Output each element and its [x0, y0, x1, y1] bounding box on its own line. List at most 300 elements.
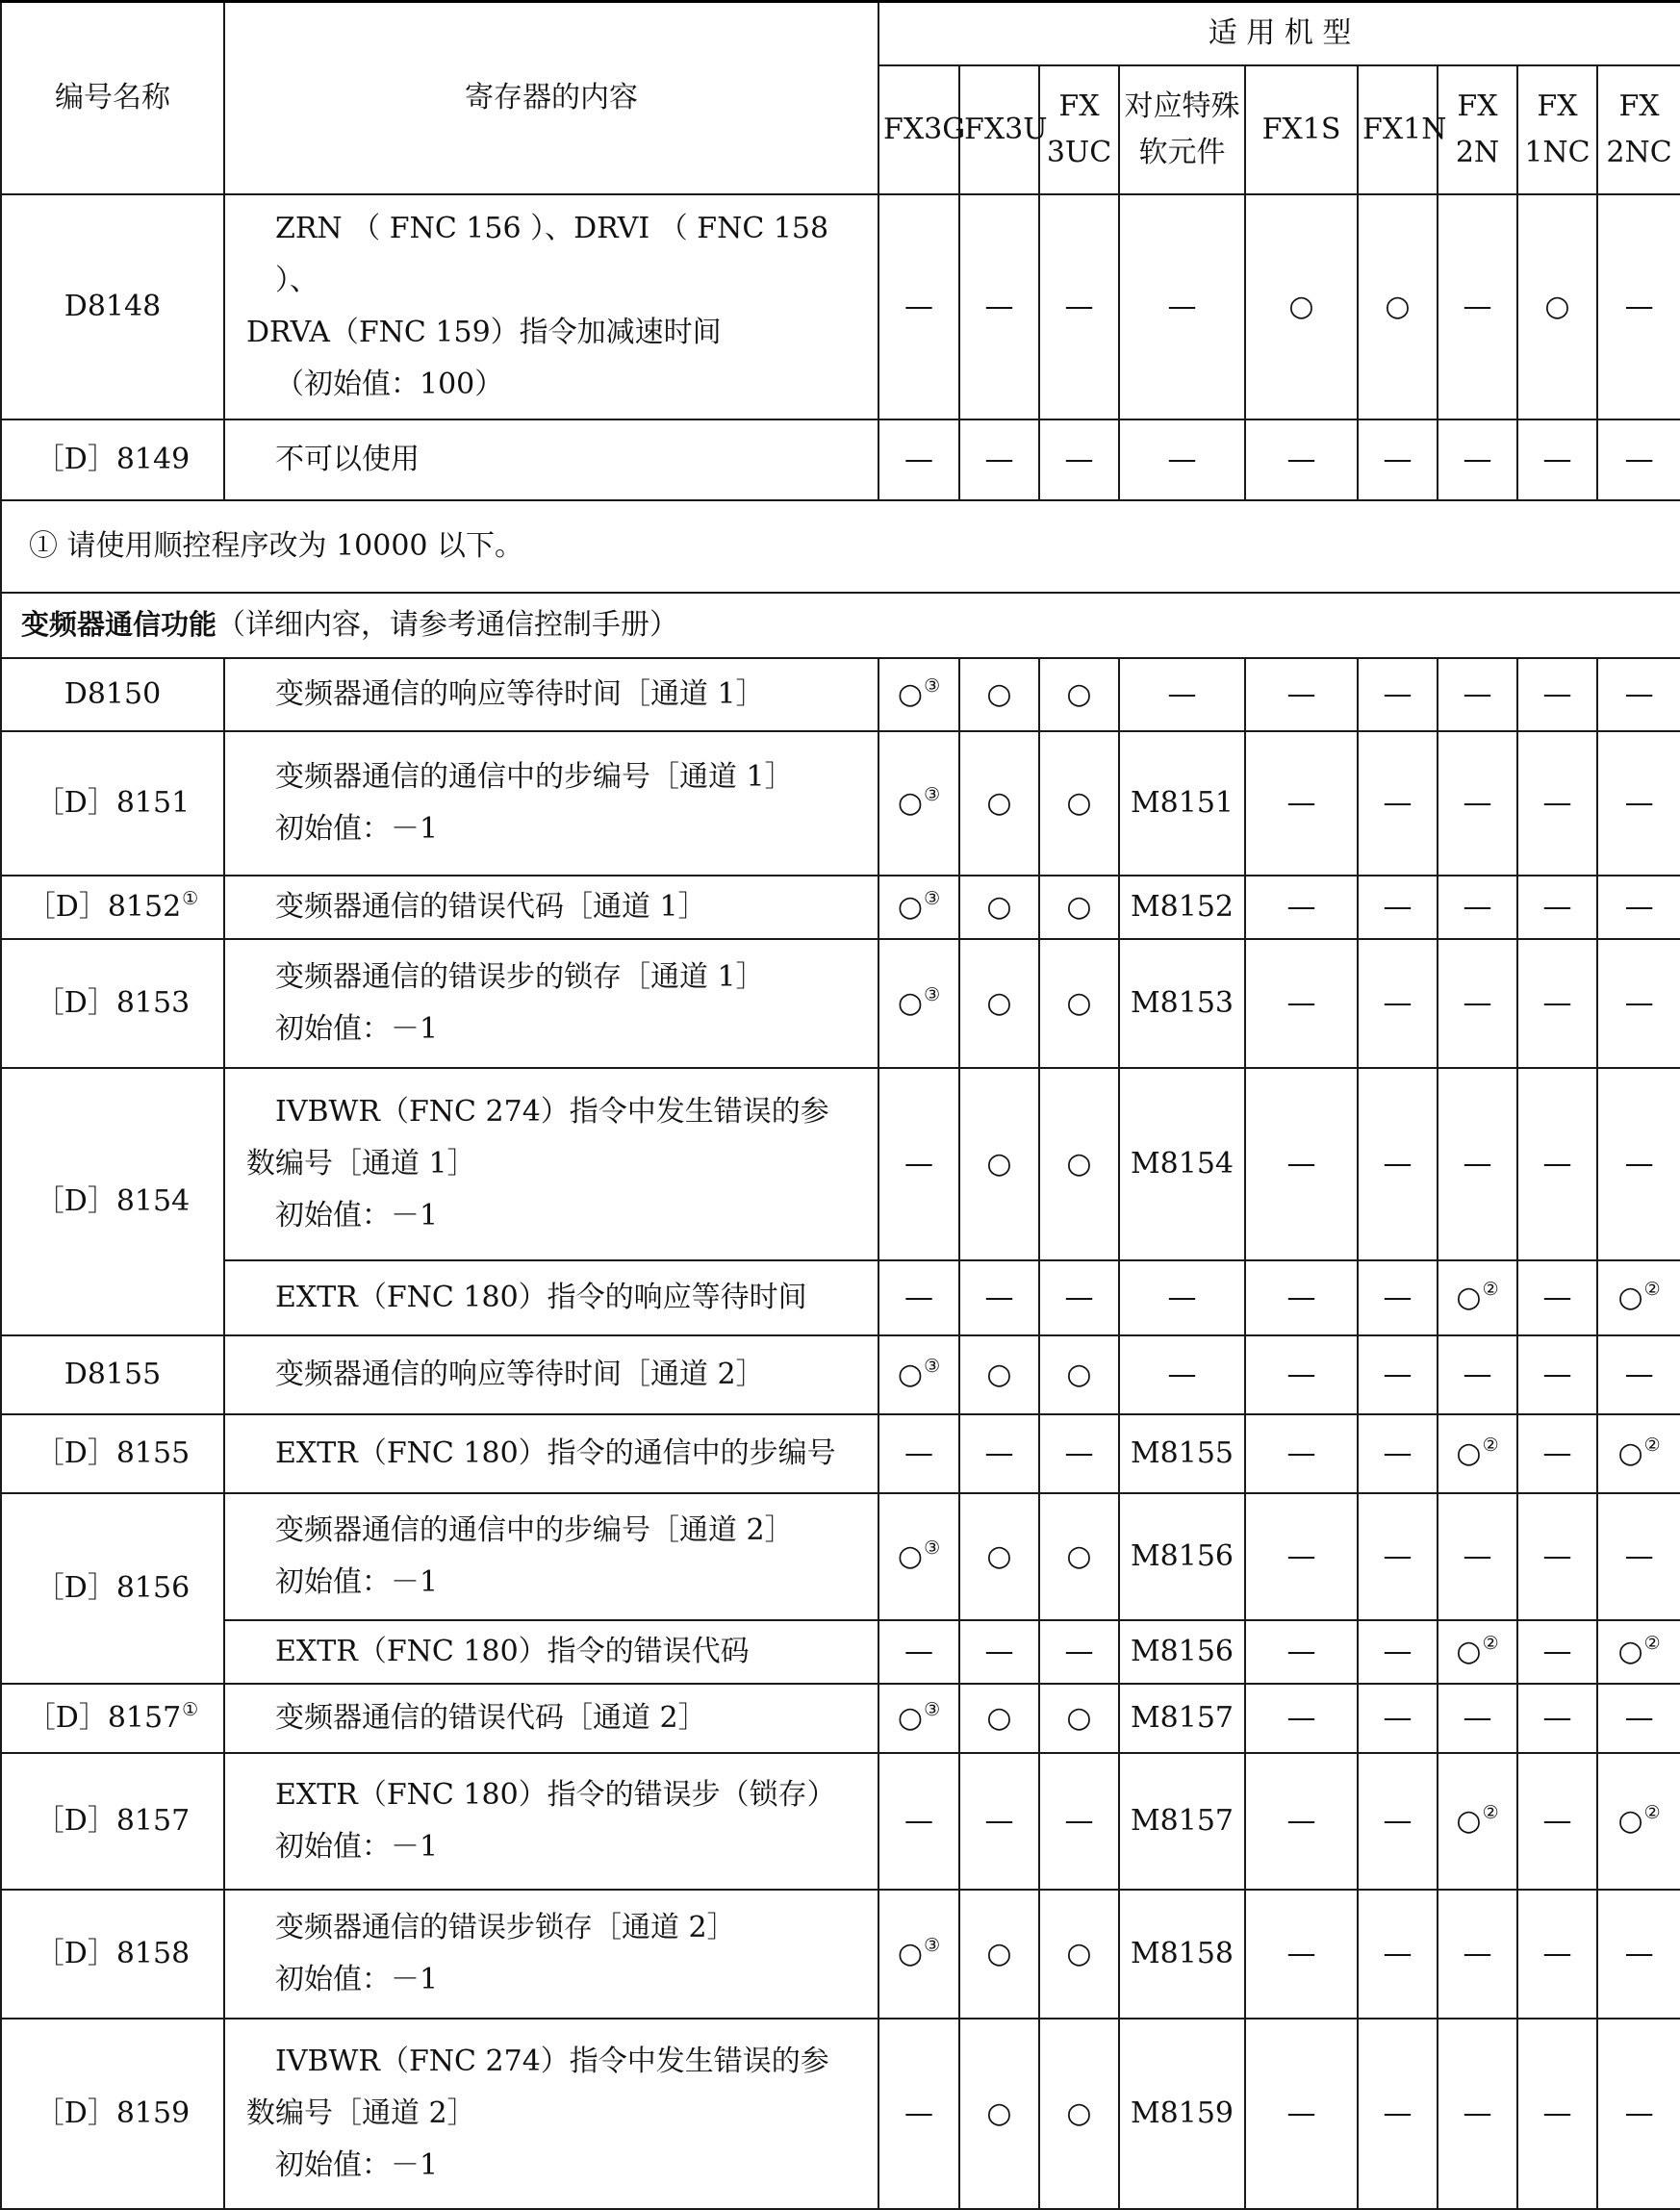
model-cell-value: —: [1064, 1280, 1094, 1314]
section-note: （详细内容，请参考通信控制手册）: [216, 607, 679, 642]
header-model-line2: 3UC: [1046, 135, 1112, 169]
model-cell-value: —: [1542, 985, 1572, 1020]
description-line: 初始值：－1: [275, 1829, 439, 1864]
register-code-text: ［D］8149: [35, 442, 191, 476]
model-cell-value: —: [1286, 1634, 1316, 1668]
model-cell: [1597, 731, 1680, 876]
table-row: [1, 876, 1680, 939]
model-cell-value: —: [1463, 985, 1492, 1020]
model-cell: [1119, 939, 1245, 1068]
model-cell-value: —: [1624, 985, 1654, 1020]
model-cell: [959, 194, 1039, 419]
model-cell-value: ○: [986, 676, 1012, 711]
model-cell-value: —: [1383, 442, 1413, 476]
model-cell-value: —: [984, 442, 1014, 476]
model-cell: [959, 1684, 1039, 1753]
register-code: [1, 1414, 224, 1493]
footnote-mark: ③: [924, 783, 941, 805]
model-cell: [1597, 1335, 1680, 1414]
header-model-line1: FX1S: [1261, 112, 1341, 146]
register-description: [224, 1335, 878, 1414]
register-description: [224, 1753, 878, 1890]
table-row: [1, 1493, 1680, 1620]
register-description: [224, 194, 878, 419]
model-cell: [878, 1753, 959, 1890]
model-cell-value: —: [1463, 289, 1492, 323]
register-code-text: ［D］8159: [35, 2096, 191, 2130]
model-cell-value: —: [1383, 889, 1413, 924]
header-code: 编号名称: [1, 2, 224, 194]
model-cell-value: —: [1383, 1538, 1413, 1573]
model-cell: [959, 1890, 1039, 2019]
model-cell-value: ○: [986, 1146, 1012, 1181]
model-cell-value: —: [984, 1280, 1014, 1314]
model-cell: [878, 1620, 959, 1684]
table-row: [1, 1753, 1680, 1890]
model-cell-value: ○: [1066, 1538, 1092, 1573]
register-code: [1, 1068, 224, 1335]
model-cell: [1597, 1890, 1680, 2019]
model-cell: [1517, 731, 1597, 876]
table-row: [1, 1414, 1680, 1493]
model-cell: [1358, 939, 1438, 1068]
model-cell: [1039, 1620, 1119, 1684]
model-cell: [1119, 1684, 1245, 1753]
model-cell-value: M8159: [1130, 2096, 1235, 2130]
model-cell-value: M8158: [1130, 1936, 1235, 1970]
model-cell: [1119, 731, 1245, 876]
model-cell-value: —: [1542, 1538, 1572, 1573]
model-cell: [959, 1414, 1039, 1493]
model-cell: [1119, 1493, 1245, 1620]
model-cell-value: —: [1624, 1357, 1654, 1391]
register-description: [224, 1890, 878, 2019]
model-cell-value: —: [1463, 1936, 1492, 1970]
model-cell-value: —: [1167, 289, 1197, 323]
model-cell-value: —: [904, 1280, 933, 1314]
model-cell-value: —: [1463, 785, 1492, 820]
description-line: ZRN （ FNC 156 ）、DRVI （ FNC 158 ）、: [275, 211, 829, 297]
model-cell: [1597, 2019, 1680, 2209]
model-cell-value: —: [904, 289, 933, 323]
model-cell-value: ○: [1066, 676, 1092, 711]
model-cell: [1597, 1684, 1680, 1753]
model-cell: [1119, 1335, 1245, 1414]
model-cell-value: —: [1383, 1280, 1413, 1314]
model-cell: [878, 939, 959, 1068]
model-cell-value: —: [984, 1803, 1014, 1838]
model-cell-value: ○: [1066, 2096, 1092, 2130]
model-cell-value: ○: [1385, 289, 1411, 323]
register-code: [1, 2019, 224, 2209]
register-code: [1, 419, 224, 500]
model-cell: [1517, 194, 1597, 419]
description-line: EXTR（FNC 180）指令的错误代码: [275, 1634, 750, 1668]
model-cell: [1438, 1890, 1517, 2019]
table-row: [1, 2019, 1680, 2209]
model-cell: [1438, 1620, 1517, 1684]
model-cell-value: ○: [1456, 1280, 1482, 1314]
table-row: [1, 1684, 1680, 1753]
model-cell-value: ○: [986, 985, 1012, 1020]
description-line: 数编号［通道 1］: [246, 1146, 476, 1181]
description-line: 初始值：－1: [275, 1962, 439, 1996]
model-cell: [878, 876, 959, 939]
model-cell-value: ○: [1617, 1803, 1643, 1838]
description-line: EXTR（FNC 180）指令的错误步（锁存）: [275, 1777, 836, 1812]
model-cell: [1039, 1068, 1119, 1260]
model-cell: [1245, 1335, 1358, 1414]
model-cell-value: —: [1286, 676, 1316, 711]
model-cell-value: —: [1383, 1700, 1413, 1735]
table-row: [1, 194, 1680, 419]
register-description: [224, 939, 878, 1068]
model-cell-value: ○: [1066, 1936, 1092, 1970]
model-cell-value: —: [1286, 1803, 1316, 1838]
table-row: [1, 1620, 1680, 1684]
footnote-mark: ②: [1643, 1632, 1661, 1654]
model-cell: [1597, 1260, 1680, 1335]
model-cell: [1245, 1684, 1358, 1753]
model-cell-value: —: [1383, 1634, 1413, 1668]
model-cell: [1438, 1414, 1517, 1493]
model-cell: [1358, 1753, 1438, 1890]
model-cell-value: M8157: [1130, 1803, 1235, 1838]
description-line: 初始值：－1: [275, 1564, 439, 1599]
model-cell: [1245, 1620, 1358, 1684]
model-cell: [1358, 1068, 1438, 1260]
description-line: EXTR（FNC 180）指令的通信中的步编号: [275, 1435, 836, 1470]
model-cell-value: ○: [986, 889, 1012, 924]
model-cell: [878, 1414, 959, 1493]
footnote-mark: ③: [924, 674, 941, 697]
model-cell-value: —: [1286, 1538, 1316, 1573]
model-cell-value: —: [1542, 2096, 1572, 2130]
model-cell-value: —: [1463, 676, 1492, 711]
table-row: [1, 658, 1680, 731]
model-cell-value: —: [1624, 1936, 1654, 1970]
register-code: [1, 939, 224, 1068]
model-cell: [959, 419, 1039, 500]
model-cell-value: ○: [986, 1936, 1012, 1970]
model-cell-value: ○: [986, 1357, 1012, 1391]
model-cell-value: —: [1624, 676, 1654, 711]
footnote-mark: ③: [924, 1698, 941, 1720]
description-line: 变频器通信的错误代码［通道 2］: [275, 1700, 707, 1735]
register-code: [1, 1890, 224, 2019]
model-cell-value: —: [1383, 676, 1413, 711]
model-cell: [878, 1684, 959, 1753]
model-cell-value: —: [984, 1435, 1014, 1470]
footnote-mark: ②: [1643, 1278, 1661, 1300]
model-cell-value: ○: [1617, 1280, 1643, 1314]
model-cell: [1517, 419, 1597, 500]
model-cell-value: —: [1167, 1280, 1197, 1314]
model-cell-value: —: [1383, 2096, 1413, 2130]
model-cell: [1245, 1493, 1358, 1620]
description-line: IVBWR（FNC 274）指令中发生错误的参: [275, 2044, 829, 2078]
model-cell-value: —: [904, 1435, 933, 1470]
header-content: 寄存器的内容: [224, 2, 878, 194]
model-cell-value: ○: [1617, 1634, 1643, 1668]
model-cell-value: ○: [1066, 1357, 1092, 1391]
model-cell-value: ○: [1066, 985, 1092, 1020]
model-cell: [959, 1068, 1039, 1260]
description-line: 变频器通信的响应等待时间［通道 1］: [275, 676, 765, 711]
model-cell: [1119, 419, 1245, 500]
model-cell-value: ○: [1544, 289, 1570, 323]
model-cell: [1119, 876, 1245, 939]
model-cell: [1358, 194, 1438, 419]
model-cell: [1039, 1890, 1119, 2019]
table-row: [1, 593, 1680, 658]
table-row: [1, 1335, 1680, 1414]
model-cell: [1438, 1335, 1517, 1414]
model-cell-value: —: [1286, 2096, 1316, 2130]
model-cell: [1245, 1414, 1358, 1493]
model-cell-value: —: [1463, 889, 1492, 924]
footnote-mark: ③: [924, 1537, 941, 1559]
table-row: [1, 1260, 1680, 1335]
header-model-line1: 对应特殊: [1124, 89, 1240, 123]
description-line: 变频器通信的通信中的步编号［通道 1］: [275, 759, 794, 794]
register-description: [224, 1493, 878, 1620]
model-cell-value: —: [1463, 1357, 1492, 1391]
model-cell-value: —: [1383, 1357, 1413, 1391]
description-line: IVBWR（FNC 274）指令中发生错误的参: [275, 1094, 829, 1129]
model-cell: [1119, 194, 1245, 419]
model-cell-value: —: [1542, 1700, 1572, 1735]
model-cell: [1517, 658, 1597, 731]
footnote-mark: ②: [1482, 1434, 1499, 1456]
model-cell: [1438, 731, 1517, 876]
model-cell: [1517, 1753, 1597, 1890]
model-cell-value: M8156: [1130, 1538, 1235, 1573]
model-cell-value: —: [1542, 1146, 1572, 1181]
model-cell-value: —: [1286, 1936, 1316, 1970]
model-cell: [878, 658, 959, 731]
model-cell: [1438, 939, 1517, 1068]
model-cell-value: —: [1463, 1146, 1492, 1181]
footnote-mark: ③: [924, 1355, 941, 1377]
model-cell-value: ○: [1617, 1435, 1643, 1470]
model-cell: [1039, 419, 1119, 500]
model-cell-value: —: [1167, 676, 1197, 711]
model-cell: [1119, 2019, 1245, 2209]
model-cell: [1438, 2019, 1517, 2209]
model-cell-value: —: [1286, 1700, 1316, 1735]
model-cell: [1597, 194, 1680, 419]
register-code-text: ［D］8152: [26, 889, 182, 924]
model-cell: [959, 1260, 1039, 1335]
header-model-line1: FX: [1058, 89, 1100, 123]
header-model-line1: FX: [1457, 89, 1498, 123]
model-cell: [1039, 876, 1119, 939]
model-cell: [1517, 1260, 1597, 1335]
register-code-text: ［D］8157: [26, 1700, 182, 1735]
model-cell-value: —: [1167, 1357, 1197, 1391]
register-code: [1, 731, 224, 876]
register-code-text: D8155: [64, 1357, 162, 1391]
header-model-line2: 软元件: [1138, 135, 1226, 169]
model-cell-value: —: [904, 1634, 933, 1668]
model-cell-value: —: [1167, 442, 1197, 476]
register-code: [1, 1335, 224, 1414]
model-cell: [1438, 419, 1517, 500]
model-cell: [878, 1890, 959, 2019]
model-cell: [1358, 419, 1438, 500]
model-cell: [878, 419, 959, 500]
model-cell: [959, 939, 1039, 1068]
register-description: [224, 731, 878, 876]
register-code-text: ［D］8151: [35, 785, 191, 820]
model-cell: [1517, 2019, 1597, 2209]
header-model-line1: FX3U: [964, 112, 1048, 146]
model-cell: [959, 658, 1039, 731]
footnote: ① 请使用顺控程序改为 10000 以下。: [1, 500, 1680, 593]
model-cell: [1358, 731, 1438, 876]
model-cell: [1597, 1068, 1680, 1260]
model-cell-value: —: [1463, 442, 1492, 476]
model-cell-value: —: [1064, 442, 1094, 476]
model-cell-value: —: [1286, 785, 1316, 820]
register-code: [1, 194, 224, 419]
header-model-5: [1245, 65, 1358, 194]
header-model-line2: 1NC: [1524, 135, 1591, 169]
model-cell-value: ○: [986, 1700, 1012, 1735]
model-cell: [1119, 1260, 1245, 1335]
model-cell: [878, 2019, 959, 2209]
model-cell: [1438, 1260, 1517, 1335]
model-cell-value: —: [1286, 442, 1316, 476]
header-model-4: [1119, 65, 1245, 194]
model-cell-value: —: [1064, 289, 1094, 323]
model-cell-value: ○: [1288, 289, 1314, 323]
register-description: [224, 1620, 878, 1684]
model-cell: [1358, 1493, 1438, 1620]
footnote-mark: ②: [1482, 1632, 1499, 1654]
header-model-6: [1358, 65, 1447, 194]
footnote-mark: ①: [182, 887, 199, 909]
model-cell: [1119, 1068, 1245, 1260]
model-cell: [1358, 1260, 1438, 1335]
model-cell: [959, 1620, 1039, 1684]
model-cell: [878, 1260, 959, 1335]
model-cell-value: —: [904, 2096, 933, 2130]
description-line: 初始值：－1: [275, 2147, 439, 2182]
description-line: 变频器通信的错误步锁存［通道 2］: [275, 1910, 736, 1944]
description-line: 初始值：－1: [275, 1198, 439, 1232]
model-cell-value: —: [1624, 1146, 1654, 1181]
header-model-line1: FX: [1618, 89, 1660, 123]
section-header: [1, 593, 1680, 658]
model-cell-value: —: [1064, 1435, 1094, 1470]
register-code: [1, 876, 224, 939]
footnote-mark: ②: [1643, 1801, 1661, 1823]
model-cell-value: —: [1064, 1803, 1094, 1838]
model-cell-value: —: [1542, 1634, 1572, 1668]
header-model-line2: 2NC: [1606, 135, 1672, 169]
model-cell-value: —: [1286, 1280, 1316, 1314]
header-model-line1: FX3G: [883, 112, 966, 146]
model-cell-value: ○: [1066, 1700, 1092, 1735]
model-cell-value: M8156: [1130, 1634, 1235, 1668]
model-cell: [878, 194, 959, 419]
model-cell-value: —: [1624, 442, 1654, 476]
model-cell: [1597, 419, 1680, 500]
description-line: 初始值：－1: [275, 811, 439, 846]
model-cell: [1438, 658, 1517, 731]
model-cell-value: —: [1383, 785, 1413, 820]
model-cell: [1517, 939, 1597, 1068]
model-cell: [1517, 1684, 1597, 1753]
model-cell: [1119, 1620, 1245, 1684]
model-cell: [1358, 1620, 1438, 1684]
model-cell: [1245, 876, 1358, 939]
footnote-mark: ②: [1482, 1801, 1499, 1823]
model-cell-value: ○: [897, 1700, 924, 1735]
table-row: [1, 500, 1680, 593]
model-cell-value: M8153: [1130, 985, 1235, 1020]
model-cell-value: —: [1542, 889, 1572, 924]
model-cell: [959, 1335, 1039, 1414]
model-cell: [1517, 1620, 1597, 1684]
model-cell-value: —: [1463, 1700, 1492, 1735]
model-cell-value: —: [1286, 889, 1316, 924]
model-cell: [1245, 1753, 1358, 1890]
register-code: [1, 1684, 224, 1753]
model-cell-value: ○: [897, 676, 924, 711]
model-cell-value: —: [1542, 1435, 1572, 1470]
model-cell: [1597, 658, 1680, 731]
model-cell-value: —: [1383, 1803, 1413, 1838]
footnote-mark: ③: [924, 887, 941, 909]
register-code-text: D8148: [64, 289, 162, 323]
register-code: [1, 1753, 224, 1890]
model-cell: [1245, 2019, 1358, 2209]
header-model-3: [1039, 65, 1119, 194]
register-description: [224, 1068, 878, 1260]
model-cell: [878, 1335, 959, 1414]
model-cell: [1039, 1335, 1119, 1414]
model-cell-value: —: [1286, 985, 1316, 1020]
register-description: [224, 876, 878, 939]
model-cell-value: —: [1624, 2096, 1654, 2130]
table-row: [1, 1890, 1680, 2019]
header-models: 适 用 机 型: [878, 2, 1680, 65]
model-cell: [878, 1493, 959, 1620]
footnote-mark: ①: [182, 1698, 199, 1720]
model-cell-value: —: [1383, 985, 1413, 1020]
model-cell: [1438, 1753, 1517, 1890]
register-description: [224, 1414, 878, 1493]
footnote-mark: ③: [924, 1934, 941, 1956]
register-code-text: ［D］8155: [35, 1435, 191, 1470]
model-cell-value: ○: [986, 785, 1012, 820]
model-cell-value: ○: [1456, 1634, 1482, 1668]
model-cell-value: —: [1542, 785, 1572, 820]
description-line: 初始值：－1: [275, 1011, 439, 1046]
model-cell-value: —: [904, 1803, 933, 1838]
model-cell-value: ○: [1066, 1146, 1092, 1181]
model-cell: [1039, 731, 1119, 876]
model-cell: [1358, 1414, 1438, 1493]
model-cell: [1597, 939, 1680, 1068]
register-code-text: ［D］8154: [35, 1183, 191, 1218]
register-code-text: ［D］8153: [35, 985, 191, 1020]
model-cell-value: —: [1624, 785, 1654, 820]
header-model-2: [959, 65, 1048, 194]
